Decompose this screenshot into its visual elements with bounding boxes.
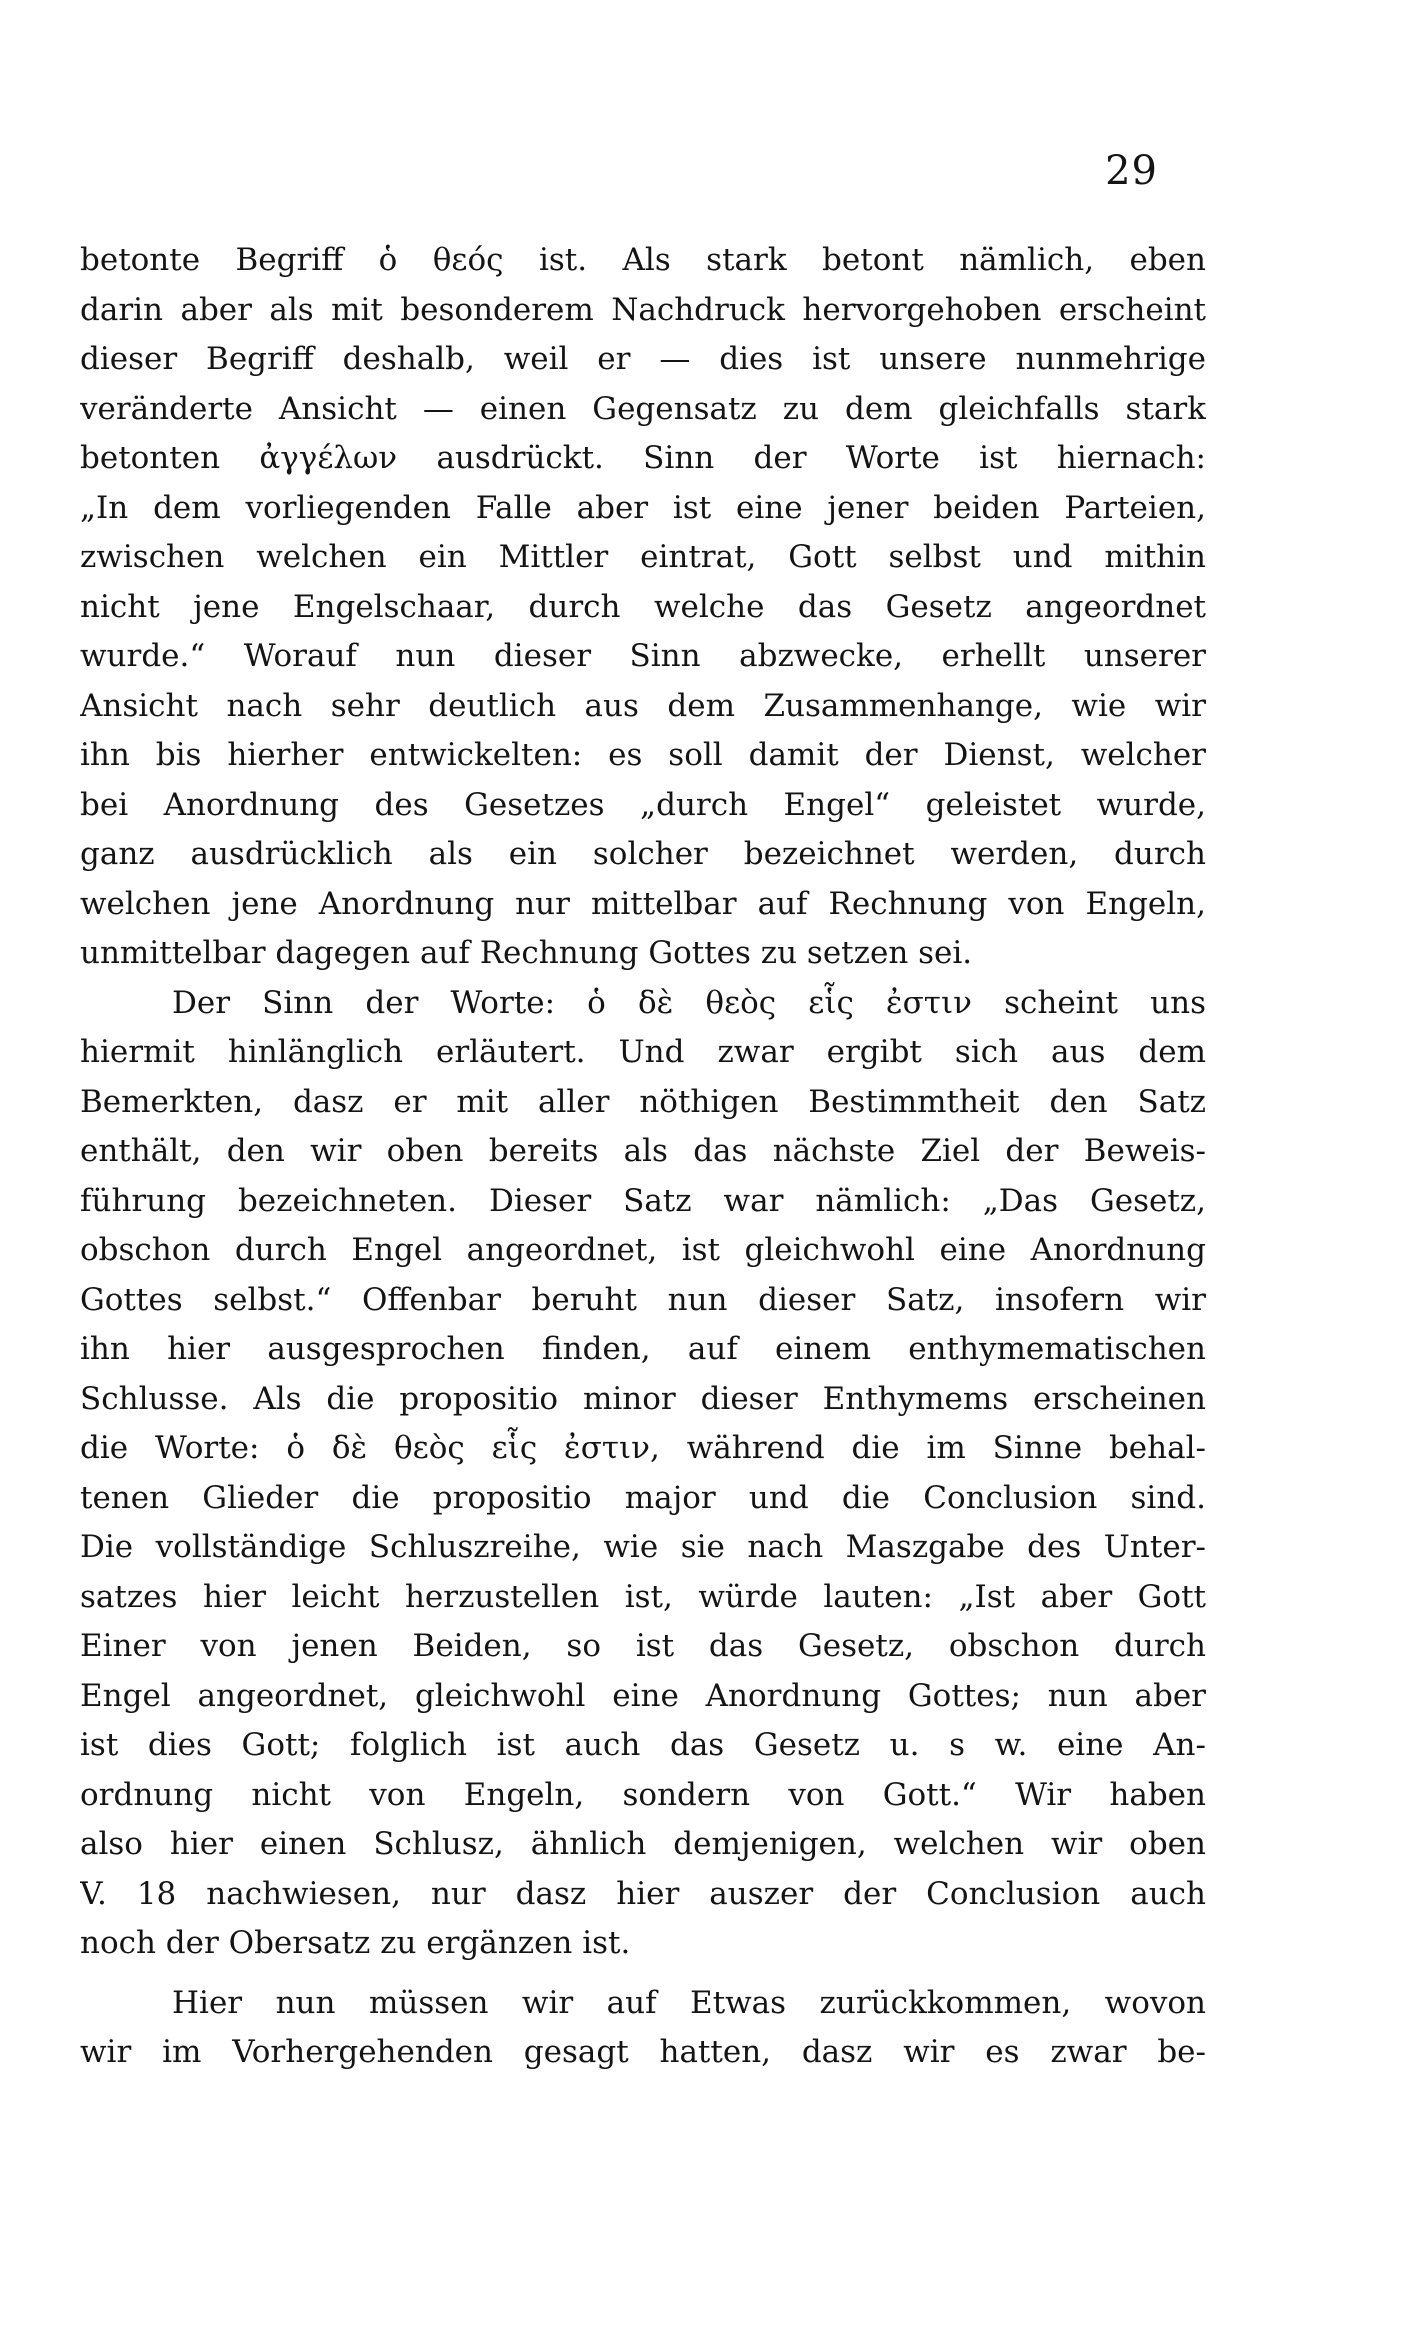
text-line: wir im Vorhergehenden gesagt hatten, dasz wir es zwar be- (80, 2034, 1206, 2070)
text-line: nicht jene Engelschaar, durch welche das Gesetz angeordnet (80, 588, 1206, 625)
text-line: zwischen welchen ein Mittler eintrat, Gott selbst und mithin (80, 539, 1206, 575)
text-line: ganz ausdrücklich als ein solcher bezeichnet werden, durch (80, 836, 1206, 872)
text-line: tenen Glieder die propositio major und die Conclusion sind. (80, 1479, 1206, 1516)
text-line: dieser Begriff deshalb, weil er — dies ist unsere nunmehrige (80, 341, 1206, 377)
text-line: darin aber als mit besonderem Nachdruck hervorgehoben erscheint (80, 291, 1206, 328)
text-line: wurde.“ Worauf nun dieser Sinn abzwecke, erhellt unserer (80, 638, 1206, 674)
text-line: unmittelbar dagegen auf Rechnung Gottes zu setzen sei. (80, 935, 973, 971)
text-line: hiermit hinlänglich erläutert. Und zwar ergibt sich aus dem (80, 1034, 1206, 1070)
page-number: 29 (1105, 148, 1158, 194)
body-text (80, 236, 1206, 2078)
text-line: betonten ἀγγέλων ausdrückt. Sinn der Worte ist hiernach: (80, 440, 1206, 476)
text-line: ordnung nicht von Engeln, sondern von Gott.“ Wir haben (80, 1776, 1206, 1813)
text-line: Engel angeordnet, gleichwohl eine Anordnung Gottes; nun aber (80, 1677, 1206, 1714)
text-line: veränderte Ansicht — einen Gegensatz zu dem gleichfalls stark (80, 390, 1206, 427)
text-line: ihn hier ausgesprochen finden, auf einem enthymematischen (80, 1331, 1206, 1367)
text-line: enthält, den wir oben bereits als das nächste Ziel der Beweis- (80, 1133, 1206, 1169)
text-line: satzes hier leicht herzustellen ist, würde lauten: „Ist aber Gott (80, 1578, 1206, 1615)
text-line: Einer von jenen Beiden, so ist das Gesetz, obschon durch (80, 1628, 1206, 1664)
text-line: ist dies Gott; folglich ist auch das Gesetz u. s w. eine An- (80, 1727, 1206, 1763)
paragraph-first-line: Der Sinn der Worte: ὁ δὲ θεὸς εἷς ἐστιν scheint uns (172, 984, 1206, 1021)
text-line: also hier einen Schlusz, ähnlich demjenigen, welchen wir oben (80, 1826, 1206, 1862)
paragraph-first-line: Hier nun müssen wir auf Etwas zurückkommen, wovon (172, 1984, 1206, 2021)
text-line: führung bezeichneten. Dieser Satz war nämlich: „Das Gesetz, (80, 1182, 1206, 1219)
text-line: „In dem vorliegenden Falle aber ist eine jener beiden Parteien, (80, 489, 1206, 526)
text-line: Bemerkten, dasz er mit aller nöthigen Bestimmtheit den Satz (80, 1083, 1206, 1120)
text-line: Die vollständige Schluszreihe, wie sie nach Maszgabe des Unter- (80, 1529, 1206, 1565)
text-line: Schlusse. Als die propositio minor dieser Enthymems erscheinen (80, 1380, 1206, 1417)
text-line: noch der Obersatz zu ergänzen ist. (80, 1925, 631, 1961)
text-line: betonte Begriff ὁ θεός ist. Als stark betont nämlich, eben (80, 242, 1206, 278)
text-line: ihn bis hierher entwickelten: es soll damit der Dienst, welcher (80, 737, 1206, 773)
text-line: Gottes selbst.“ Offenbar beruht nun dieser Satz, insofern wir (80, 1281, 1206, 1318)
text-line: obschon durch Engel angeordnet, ist gleichwohl eine Anordnung (80, 1232, 1206, 1268)
text-line: welchen jene Anordnung nur mittelbar auf Rechnung von Engeln, (80, 885, 1206, 922)
text-line: V. 18 nachwiesen, nur dasz hier auszer der Conclusion auch (80, 1875, 1206, 1912)
text-line: die Worte: ὁ δὲ θεὸς εἷς ἐστιν, während die im Sinne behal- (80, 1430, 1206, 1466)
text-line: bei Anordnung des Gesetzes „durch Engel“ geleistet wurde, (80, 786, 1206, 823)
text-line: Ansicht nach sehr deutlich aus dem Zusammenhange, wie wir (80, 687, 1206, 724)
